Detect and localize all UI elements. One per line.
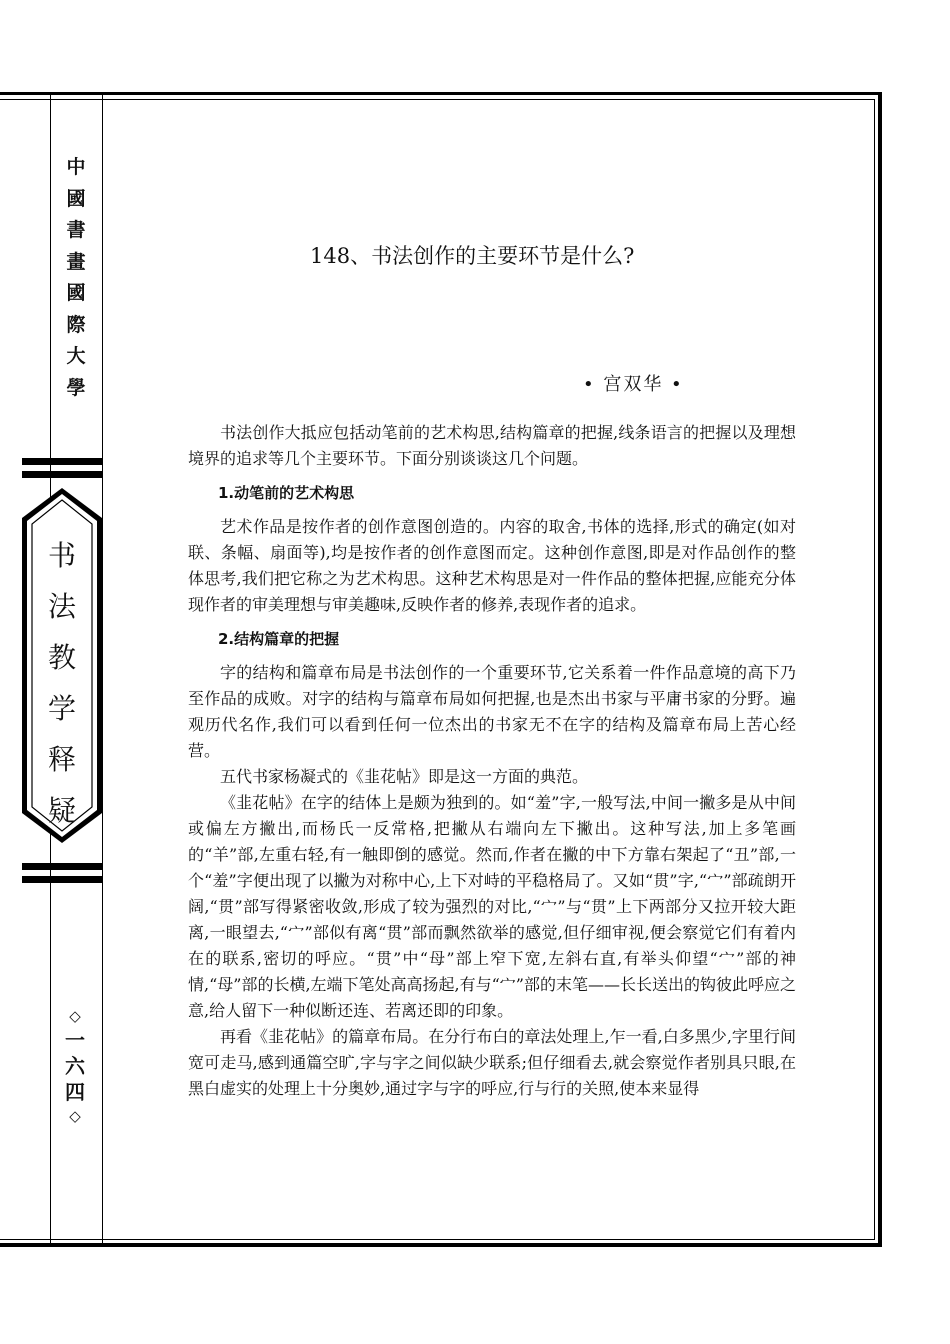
intro-paragraph: 书法创作大抵应包括动笔前的艺术构思,结构篇章的把握,线条语言的把握以及理想境界的追求等几个主要环节。下面分别谈谈这几个问题。 [188,423,796,468]
school-name-char: 書 [66,219,86,241]
body-paragraph: 再看《韭花帖》的篇章布局。在分行布白的章法处理上,乍一看,白多黑少,字里行间宽可走马,感到通篇空旷,字与字之间似缺少联系;但仔细看去,就会察觉作者别具只眼,在黑白虚实的处理上十分奥妙,通过字与字的呼应,行与行的关照,使本来显得 [188,1027,796,1098]
school-name-char: 中 [66,156,86,178]
book-title-char: 学 [47,692,76,725]
diamond-icon: ◇ [69,1007,81,1025]
page-number [60,1005,90,1127]
school-name-char: 國 [66,282,86,304]
section-heading: 2.结构篇章的把握 [218,630,340,648]
book-title-plaque [22,488,102,843]
school-name-char: 畫 [66,250,86,273]
school-name-char: 國 [66,187,86,210]
sidebar-rule-right [102,92,103,1247]
body-paragraph: 艺术作品是按作者的创作意图创造的。内容的取舍,书体的选择,形式的确定(如对联、条幅、扇面等),均是按作者的创作意图而定。这种创作意图,即是对作品创作的整体思考,我们把它称之为艺术构思。这种艺术构思是对一件作品的整体把握,应能充分体现作者的审美理想与审美趣味,反映作者的修养,表现作者的追求。 [188,517,796,614]
book-title-char: 疑 [47,794,76,827]
school-name-char: 際 [66,313,86,336]
section-heading: 1.动笔前的艺术构思 [218,484,355,502]
plaque-bottom-bar-2 [22,876,102,883]
diamond-icon: ◇ [69,1107,81,1125]
article-body [188,420,796,1102]
school-name-char: 學 [66,376,86,399]
book-title-char: 书 [47,539,76,572]
body-paragraph: 五代书家杨凝式的《韭花帖》即是这一方面的典范。 [220,767,589,786]
plaque-top-bar-2 [22,471,102,478]
book-title-char: 法 [47,590,76,623]
body-paragraph: 字的结构和篇章布局是书法创作的一个重要环节,它关系着一件作品意境的高下乃至作品的成败。对字的结构与篇章布局如何把握,也是杰出书家与平庸书家的分野。遍观历代名作,我们可以看到任何一位杰出的书家无不在字的结构及篇章布局上苦心经营。 [188,663,796,760]
book-title [22,530,102,836]
school-name-char: 大 [66,345,86,367]
page-number-digit: 一 [65,1028,85,1052]
article-title: 148、书法创作的主要环节是什么? [310,244,635,268]
page-number-digit: 四 [65,1080,85,1104]
page-number-digit: 六 [65,1054,85,1078]
article-author: • 宫双华 • [583,374,684,395]
book-title-char: 教 [47,641,76,674]
plaque-top-bar [22,458,102,465]
sidebar-school-name [64,152,88,404]
plaque-bottom-bar [22,863,102,870]
book-title-char: 释 [47,743,76,776]
body-paragraph: 《韭花帖》在字的结体上是颇为独到的。如“羞”字,一般写法,中间一撇多是从中间或偏左方撇出,而杨氏一反常格,把撇从右端向左下撇出。这种写法,加上多笔画的“羊”部,左重右轻,有一触即倒的感觉。然而,作者在撇的中下方靠右架起了“丑”部,一个“羞”字便出现了以撇为对称中心,上下对峙的平稳格局了。又如“贯”字,“宀”部疏朗开阔,“贯”部写得紧密收敛,形成了较为强烈的对比,“宀”与“贯”上下两部分又拉开较大距离,一眼望去,“宀”部似有离“贯”部而飘然欲举的感觉,但仔细审视,便会察觉它们有着内在的联系,密切的呼应。“贯”中“母”部上窄下宽,左斜右直,有举头仰望“宀”部的神情,“母”部的长横,左端下笔处高高扬起,有与“宀”部的末笔——长长送出的钩彼此呼应之意,给人留下一种似断还连、若离还即的印象。 [188,793,796,1020]
